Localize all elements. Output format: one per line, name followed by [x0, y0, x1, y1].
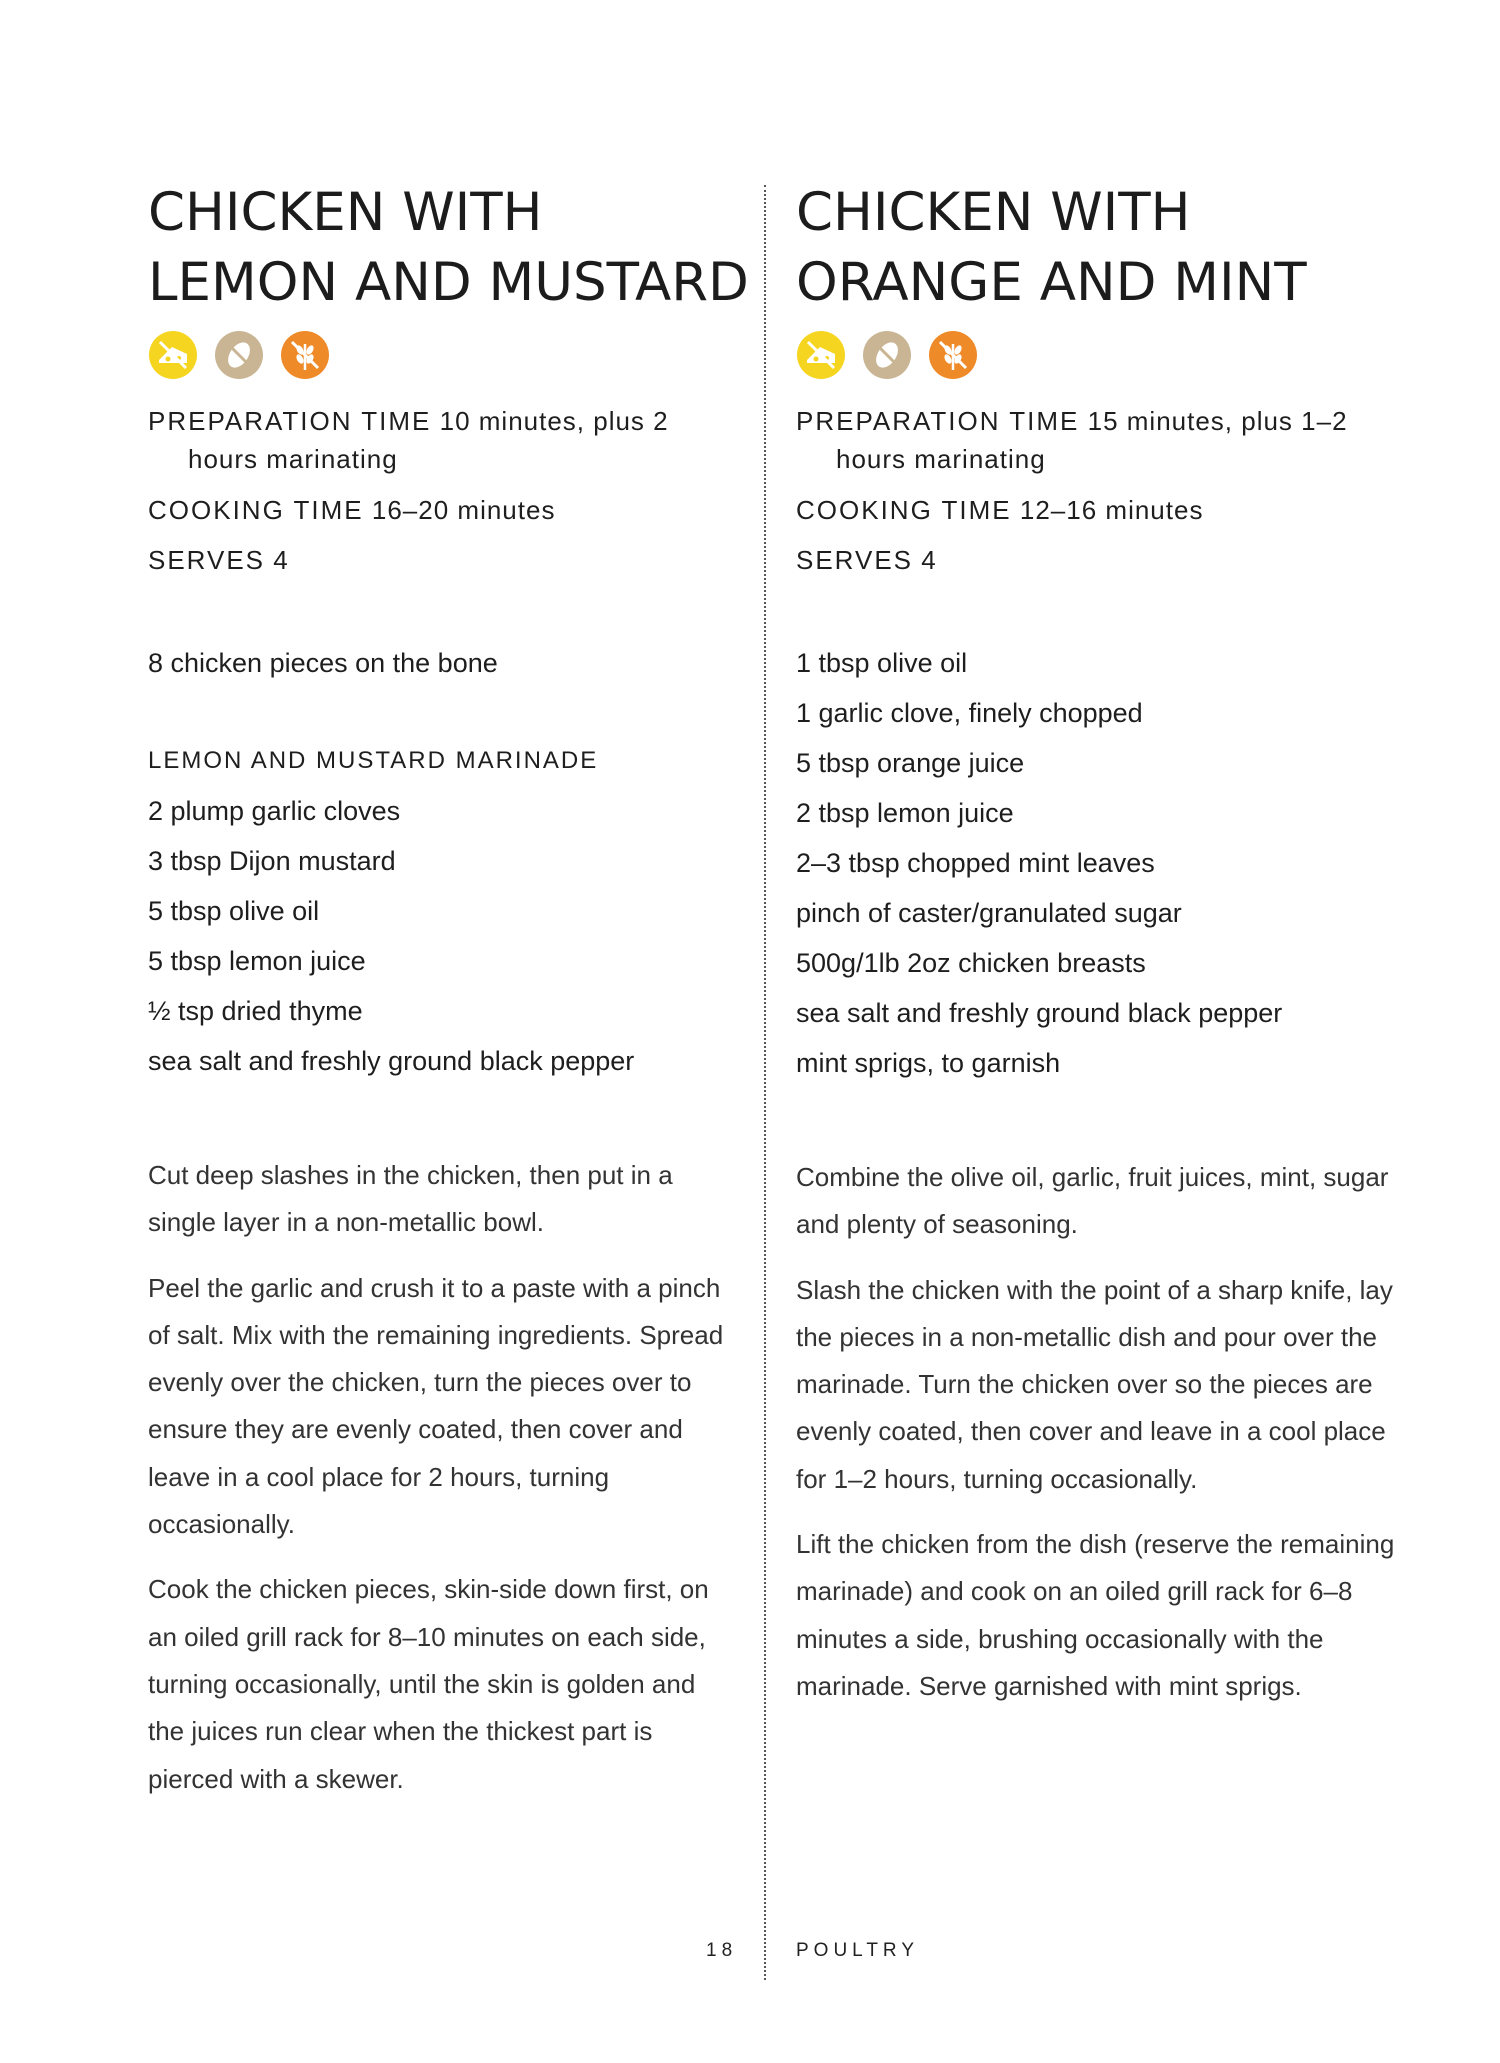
ingredient-item: 1 tbsp olive oil [796, 648, 968, 678]
serves-value: 4 [273, 545, 289, 575]
cook-time [148, 492, 738, 528]
ingredient-item: 5 tbsp lemon juice [148, 946, 366, 976]
title-line-1: CHICKEN WITH [796, 182, 1191, 243]
ingredient-list [796, 638, 1406, 1088]
gluten-free-icon [928, 330, 978, 380]
method [148, 1152, 738, 1803]
title-line-2: ORANGE AND MINT [796, 252, 1307, 313]
ingredient-item: 3 tbsp Dijon mustard [148, 846, 396, 876]
prep-time-value: 15 minutes, plus 1–2 hours marinating [836, 406, 1348, 474]
method-step: Lift the chicken from the dish (reserve the remaining marinade) and cook on an oiled grill rack for 6–8 minutes a side, brushing occasionally with the marinade. Serve garnished with mint sprigs. [796, 1529, 1395, 1701]
ingredient-item: mint sprigs, to garnish [796, 1048, 1061, 1078]
prep-time-value: 10 minutes, plus 2 hours marinating [188, 406, 669, 474]
recipe-meta [796, 402, 1406, 578]
method [796, 1154, 1406, 1710]
cook-time [796, 492, 1406, 528]
serves [148, 542, 738, 578]
column-divider [764, 185, 766, 1980]
method-step: Cook the chicken pieces, skin-side down first, on an oiled grill rack for 8–10 minutes on each side, turning occasionally, until the skin is golden and the juices run clear when the thickest part is pierced with a skewer. [148, 1574, 709, 1794]
method-step: Peel the garlic and crush it to a paste with a pinch of salt. Mix with the remaining ingredients. Spread evenly over the chicken, turn the pieces over to ensure they are evenly coated, then cover and leave in a cool place for 2 hours, turning occasionally. [148, 1272, 724, 1540]
title-line-1: CHICKEN WITH [148, 182, 543, 243]
ingredient-list-main [148, 638, 738, 688]
serves [796, 542, 1406, 578]
recipe-title [148, 178, 749, 318]
serves-label: SERVES [796, 545, 914, 575]
nut-free-icon [862, 330, 912, 380]
recipe-meta [148, 402, 738, 578]
serves-label: SERVES [148, 545, 266, 575]
title-line-2: LEMON AND MUSTARD [148, 252, 749, 313]
ingredient-item: 2–3 tbsp chopped mint leaves [796, 848, 1155, 878]
dairy-free-icon [148, 330, 198, 380]
ingredient-item: 1 garlic clove, finely chopped [796, 698, 1143, 728]
ingredient-item: 2 plump garlic cloves [148, 796, 401, 826]
ingredient-item: ½ tsp dried thyme [148, 996, 363, 1026]
method-step: Cut deep slashes in the chicken, then put in a single layer in a non-metallic bowl. [148, 1160, 673, 1238]
cook-time-value: 12–16 minutes [1019, 495, 1204, 525]
diet-icons [148, 330, 738, 384]
ingredient-item: 5 tbsp olive oil [148, 896, 320, 926]
ingredient-item: 500g/1lb 2oz chicken breasts [796, 948, 1146, 978]
ingredient-list-marinade [148, 786, 738, 1086]
ingredient-item: 8 chicken pieces on the bone [148, 648, 498, 678]
method-step: Slash the chicken with the point of a sharp knife, lay the pieces in a non-metallic dish and pour over the marinade. Turn the chicken over so the pieces are evenly coated, then cover and leave in a cool place for 1–2 hours, turning occasionally. [796, 1274, 1393, 1494]
ingredient-item: 5 tbsp orange juice [796, 748, 1025, 778]
recipe-orange-mint [796, 178, 1406, 1728]
ingredient-item: sea salt and freshly ground black pepper [148, 1046, 635, 1076]
recipe-lemon-mustard [148, 178, 749, 1821]
prep-time-label: PREPARATION TIME [148, 406, 432, 436]
prep-time [148, 402, 738, 478]
gluten-free-icon [280, 330, 330, 380]
dairy-free-icon [796, 330, 846, 380]
prep-time-label: PREPARATION TIME [796, 406, 1080, 436]
nut-free-icon [214, 330, 264, 380]
ingredient-item: pinch of caster/granulated sugar [796, 898, 1182, 928]
diet-icons [796, 330, 1406, 384]
cook-time-label: COOKING TIME [796, 495, 1012, 525]
serves-value: 4 [921, 545, 937, 575]
cook-time-label: COOKING TIME [148, 495, 364, 525]
recipe-title [796, 178, 1406, 318]
page-number: 18 [706, 1940, 738, 1961]
prep-time [796, 402, 1406, 478]
ingredient-item: 2 tbsp lemon juice [796, 798, 1014, 828]
section-name: POULTRY [796, 1940, 919, 1961]
cook-time-value: 16–20 minutes [371, 495, 556, 525]
marinade-heading: LEMON AND MUSTARD MARINADE [148, 747, 599, 774]
ingredient-item: sea salt and freshly ground black pepper [796, 998, 1283, 1028]
method-step: Combine the olive oil, garlic, fruit juices, mint, sugar and plenty of seasoning. [796, 1162, 1389, 1240]
